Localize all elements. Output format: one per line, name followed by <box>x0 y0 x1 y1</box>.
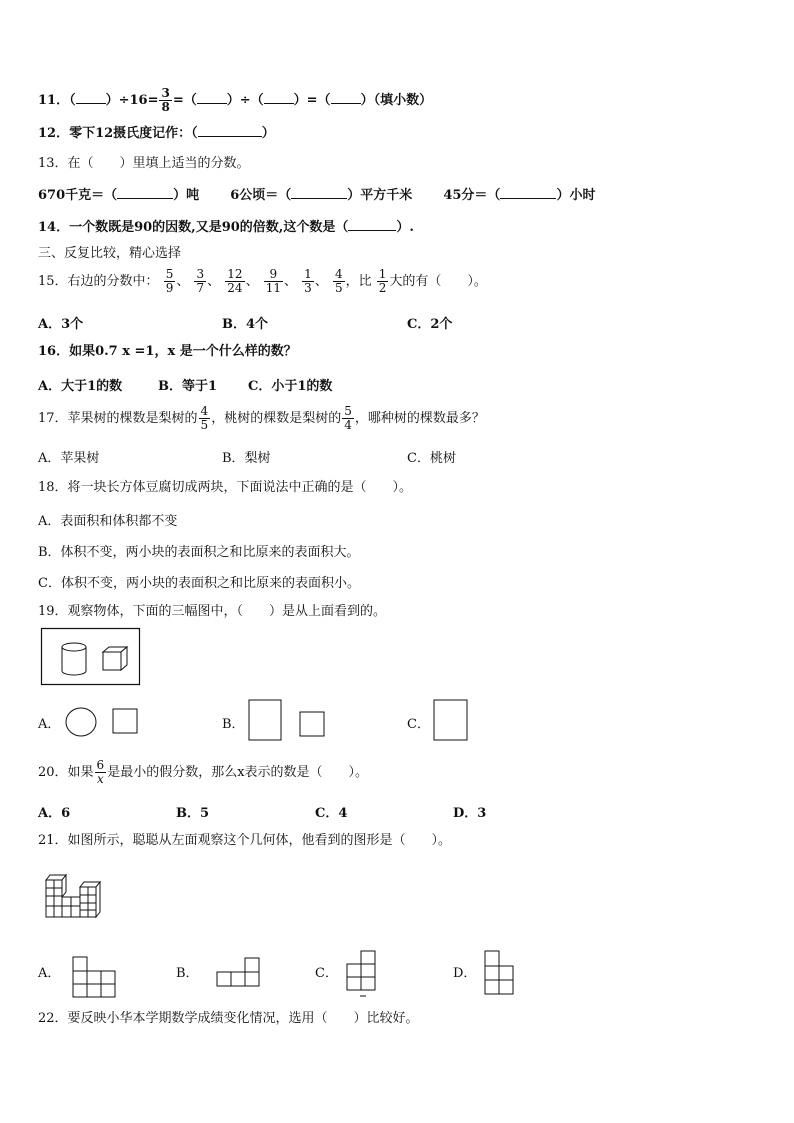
question-21: 21．如图所示，聪聪从左面观察这个几何体，他看到的图形是（ ）。 <box>38 833 452 848</box>
option-c[interactable]: C． <box>315 966 338 981</box>
option-c[interactable]: C．体积不变，两小块的表面积之和比原来的表面积小。 <box>38 576 360 591</box>
objects-figure <box>41 628 141 686</box>
cylinder-icon <box>62 643 86 675</box>
option-c[interactable]: C．4 <box>315 806 348 821</box>
question-12: 12．零下12摄氏度记作：（ ） <box>38 126 275 141</box>
option-c[interactable]: C． <box>407 717 430 732</box>
fraction: $\frac{12}{24}$ <box>227 267 243 295</box>
fraction: $\frac{5}{9}$ <box>165 267 174 295</box>
option-b[interactable]: B． <box>222 717 245 732</box>
option-b[interactable]: B．梨树 <box>222 451 271 466</box>
option-c-figure <box>346 950 378 998</box>
answer-blank[interactable] <box>500 186 556 199</box>
question-22: 22．要反映小华本学期数学成绩变化情况，选用（ ）比较好。 <box>38 1011 419 1026</box>
option-c[interactable]: C．小于1的数 <box>248 379 333 394</box>
option-d[interactable]: D． <box>453 966 477 981</box>
question-19: 19．观察物体，下面的三幅图中，（ ）是从上面看到的。 <box>38 604 387 619</box>
option-a[interactable]: A．表面积和体积都不变 <box>38 514 178 529</box>
option-a[interactable]: A． <box>38 717 61 732</box>
option-c[interactable]: C．桃树 <box>407 451 456 466</box>
option-b-figure <box>248 699 328 741</box>
option-b[interactable]: B．4个 <box>222 317 269 332</box>
rectangle-shape <box>434 700 467 740</box>
question-13-items: 670千克＝（ ）吨 6公顷＝（ ）平方千米 45分＝（ ）小时 <box>38 188 596 203</box>
question-11: 11．（ ）÷16= $\frac{3}{8}$ =（ ）÷（ ）=（ ）（填小数） <box>38 86 433 114</box>
fraction: $\frac{1}{3}$ <box>304 267 312 295</box>
option-b[interactable]: B． <box>176 966 199 981</box>
answer-blank[interactable] <box>117 186 173 199</box>
fraction: $\frac{3}{8}$ <box>161 86 170 114</box>
question-14: 14．一个数既是90的因数,又是90的倍数,这个数是（ ）. <box>38 220 414 235</box>
answer-blank[interactable] <box>291 186 347 199</box>
option-a[interactable]: A．6 <box>38 806 71 821</box>
option-a[interactable]: A． <box>38 966 61 981</box>
cube-icon <box>103 647 127 670</box>
option-b[interactable]: B．体积不变，两小块的表面积之和比原来的表面积大。 <box>38 545 360 560</box>
section-heading: 三、反复比较，精心选择 <box>38 246 182 261</box>
square-shape <box>300 712 324 736</box>
question-13: 13．在（ ）里填上适当的分数。 <box>38 156 250 171</box>
option-d[interactable]: D．3 <box>453 806 487 821</box>
fraction: $\frac{1}{2}$ <box>378 267 387 295</box>
option-a-figure <box>64 704 144 738</box>
option-a[interactable]: A．苹果树 <box>38 451 100 466</box>
question-20: 20．如果 $\frac{6}{x}$ 是最小的假分数，那么x表示的数是（ ）。 <box>38 758 369 786</box>
rectangle-shape <box>249 700 281 740</box>
fraction: $\frac{9}{11}$ <box>265 267 281 295</box>
answer-blank[interactable] <box>264 91 294 104</box>
fraction: $\frac{4}{5}$ <box>200 404 209 432</box>
question-16: 16．如果0.7 x =1，x 是一个什么样的数？ <box>38 344 297 359</box>
fraction: $\frac{4}{5}$ <box>334 267 343 295</box>
option-c-figure <box>433 699 469 741</box>
option-a-figure <box>72 956 116 998</box>
option-b-figure <box>216 957 260 987</box>
answer-blank[interactable] <box>76 91 106 104</box>
option-d-figure <box>484 950 516 998</box>
answer-blank[interactable] <box>198 124 262 137</box>
fraction: $\frac{6}{x}$ <box>96 758 105 786</box>
option-c[interactable]: C．2个 <box>407 317 453 332</box>
answer-blank[interactable] <box>197 91 227 104</box>
option-a[interactable]: A．大于1的数 <box>38 379 123 394</box>
fraction: $\frac{3}{7}$ <box>196 267 205 295</box>
answer-blank[interactable] <box>331 91 361 104</box>
option-b[interactable]: B．5 <box>176 806 210 821</box>
question-17: 17．苹果树的棵数是梨树的 $\frac{4}{5}$ ，桃树的棵数是梨树的 $\frac{5}{4}$ ，哪种树的棵数最多？ <box>38 404 485 432</box>
fraction: $\frac{5}{4}$ <box>344 404 352 432</box>
square-shape <box>113 709 137 733</box>
cube-stack-figure <box>44 872 104 920</box>
option-b[interactable]: B．等于1 <box>158 379 218 394</box>
circle-shape <box>66 708 96 736</box>
option-a[interactable]: A．3个 <box>38 317 84 332</box>
question-18: 18．将一块长方体豆腐切成两块，下面说法中正确的是（ ）。 <box>38 480 413 495</box>
question-15: 15．右边的分数中： $\frac{5}{9}$ 、 $\frac{3}{7}$ 、 $\frac{12}{24}$ 、 $\frac{9}{11}$ 、 $\frac{1}{3}$ 、 $\frac{4}{5}$ ，比 $\frac{1}{2}$ 大的有（ ）。 <box>38 267 487 295</box>
answer-blank[interactable] <box>348 218 396 231</box>
